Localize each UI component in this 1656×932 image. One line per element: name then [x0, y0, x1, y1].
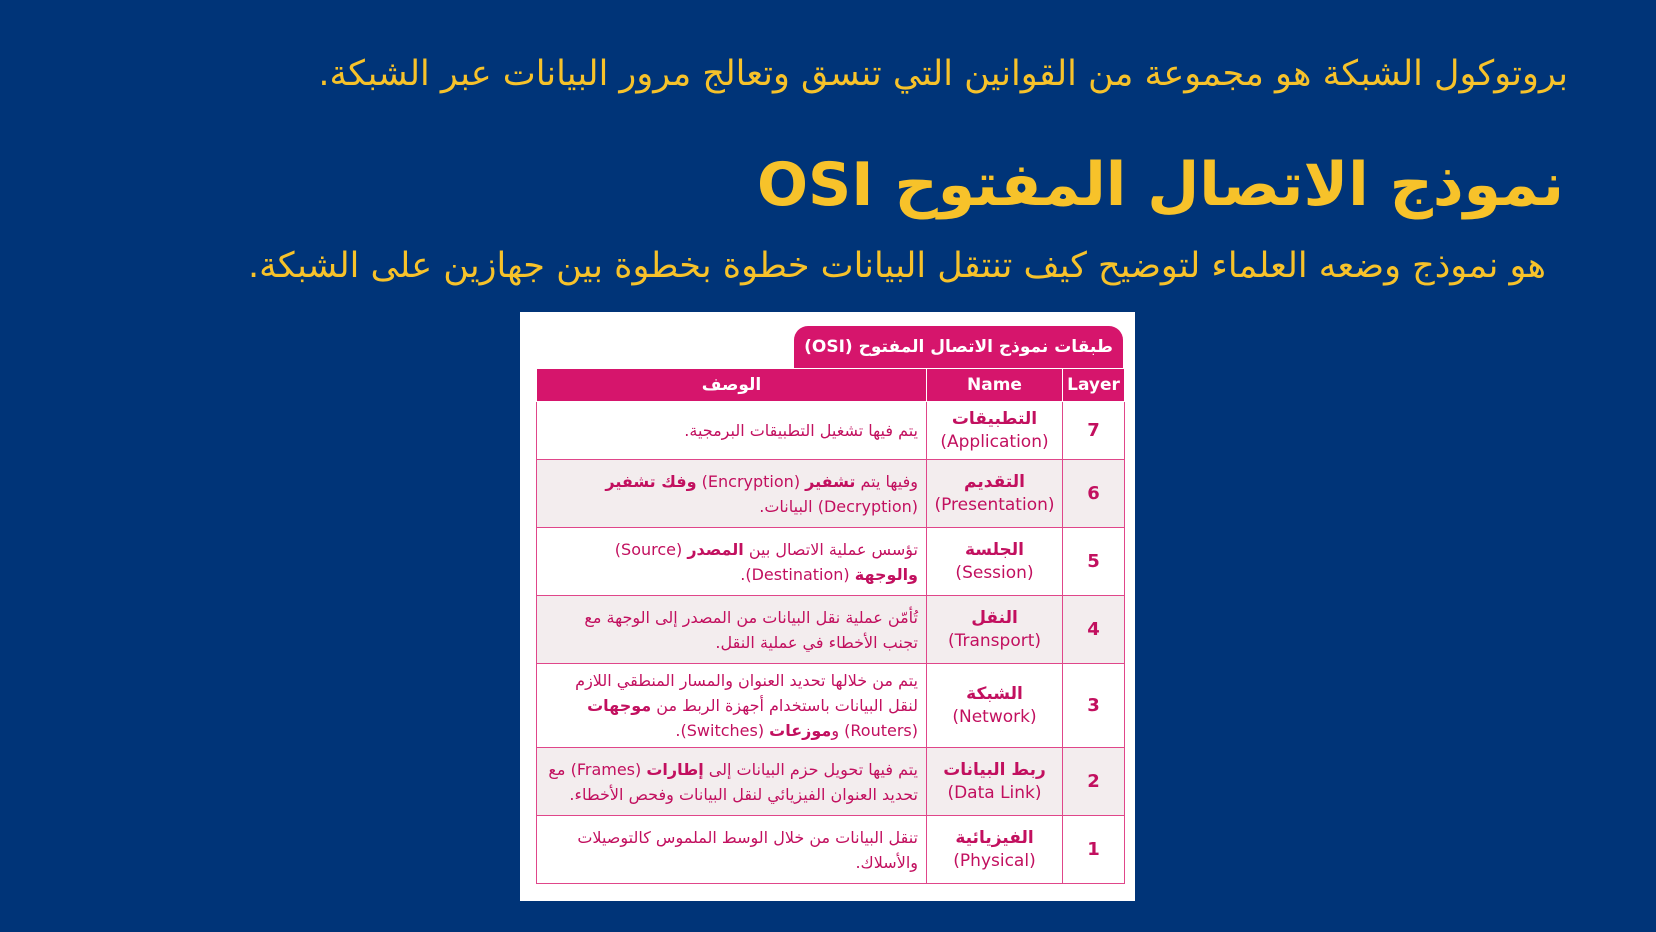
layer-name: [927, 528, 1063, 596]
layer-number: 6: [1063, 460, 1125, 528]
layer-number: 5: [1063, 528, 1125, 596]
layer-number: 7: [1063, 402, 1125, 460]
description-term: وفك تشفير: [605, 471, 697, 491]
table-row: [537, 816, 1125, 884]
layer-name: [927, 816, 1063, 884]
description-text: (Destination).: [740, 564, 855, 584]
osi-table-image: [520, 312, 1135, 901]
description-text: (Routers) و: [831, 721, 918, 740]
layer-name: [927, 664, 1063, 748]
definition-text: هو نموذج وضعه العلماء لتوضيح كيف تنتقل البيانات خطوة بخطوة بين جهازين على الشبكة.: [247, 246, 1546, 286]
layer-number: 2: [1063, 748, 1125, 816]
description-term: المصدر: [687, 539, 744, 559]
page-title: نموذج الاتصال المفتوح OSI: [757, 150, 1564, 220]
description-text: يتم من خلالها تحديد العنوان والمسار المنطقي اللازم لنقل البيانات باستخدام أجهزة الربط من: [575, 671, 918, 715]
description-term: تشفير: [805, 471, 856, 491]
table-body: [537, 402, 1125, 884]
layer-name-english: (Application): [940, 431, 1049, 452]
osi-layers-table: [536, 368, 1125, 884]
layer-name-arabic: الشبكة: [966, 683, 1023, 704]
header-name: Name: [927, 369, 1063, 402]
layer-description: [537, 748, 927, 816]
description-text: (Frames) مع تحديد العنوان الفيزيائي لنقل البيانات وفحص الأخطاء.: [548, 759, 918, 804]
description-text: تُأمّن عملية نقل البيانات من المصدر إلى الوجهة مع تجنب الأخطاء في عملية النقل.: [584, 607, 918, 652]
description-text: وفيها يتم: [855, 471, 918, 491]
description-text: يتم فيها تحويل حزم البيانات إلى: [703, 759, 918, 779]
description-term: والوجهة: [854, 564, 918, 584]
intro-text: بروتوكول الشبكة هو مجموعة من القوانين التي تنسق وتعالج مرور البيانات عبر الشبكة.: [318, 54, 1568, 94]
description-text: (Decryption) البيانات.: [759, 496, 918, 516]
layer-number: 4: [1063, 596, 1125, 664]
description-text: (Source): [614, 539, 688, 559]
layer-name-arabic: الجلسة: [964, 539, 1024, 560]
layer-description: [537, 596, 927, 664]
description-text: (Encryption): [696, 471, 806, 491]
layer-number: 1: [1063, 816, 1125, 884]
description-text: يتم فيها تشغيل التطبيقات البرمجية.: [684, 421, 918, 440]
layer-name-arabic: ربط البيانات: [943, 759, 1046, 780]
header-description: الوصف: [537, 369, 927, 402]
layer-name-english: (Presentation): [934, 494, 1055, 515]
layer-description: [537, 528, 927, 596]
table-row: [537, 528, 1125, 596]
layer-name-arabic: النقل: [971, 607, 1018, 628]
layer-name-english: (Physical): [953, 850, 1036, 871]
table-row: [537, 748, 1125, 816]
header-layer: Layer: [1063, 369, 1125, 402]
layer-description: [537, 664, 927, 748]
layer-name: [927, 402, 1063, 460]
description-term: موجهات: [587, 696, 652, 715]
layer-description: [537, 402, 927, 460]
table-title-tab: طبقات نموذج الاتصال المفتوح (OSI): [794, 326, 1123, 368]
layer-description: [537, 816, 927, 884]
layer-name-arabic: التطبيقات: [951, 408, 1038, 429]
layer-name-english: (Transport): [947, 630, 1042, 651]
table-row: [537, 664, 1125, 748]
description-text: (Switches).: [675, 721, 770, 740]
layer-name: [927, 596, 1063, 664]
description-term: إطارات: [646, 759, 704, 779]
description-text: تنقل البيانات من خلال الوسط الملموس كالتوصيلات والأسلاك.: [577, 827, 918, 872]
layer-name-english: (Session): [955, 562, 1034, 583]
table-row: [537, 402, 1125, 460]
layer-name-arabic: التقديم: [964, 471, 1025, 492]
layer-number: 3: [1063, 664, 1125, 748]
table-row: [537, 460, 1125, 528]
layer-name-arabic: الفيزيائية: [955, 827, 1034, 848]
layer-name: [927, 460, 1063, 528]
layer-name-english: (Network): [952, 706, 1037, 727]
description-text: تؤسس عملية الاتصال بين: [743, 539, 918, 559]
layer-description: [537, 460, 927, 528]
layer-name-english: (Data Link): [947, 782, 1042, 803]
table-row: [537, 596, 1125, 664]
table-header-row: [537, 369, 1125, 402]
description-term: موزعات: [769, 721, 832, 740]
layer-name: [927, 748, 1063, 816]
